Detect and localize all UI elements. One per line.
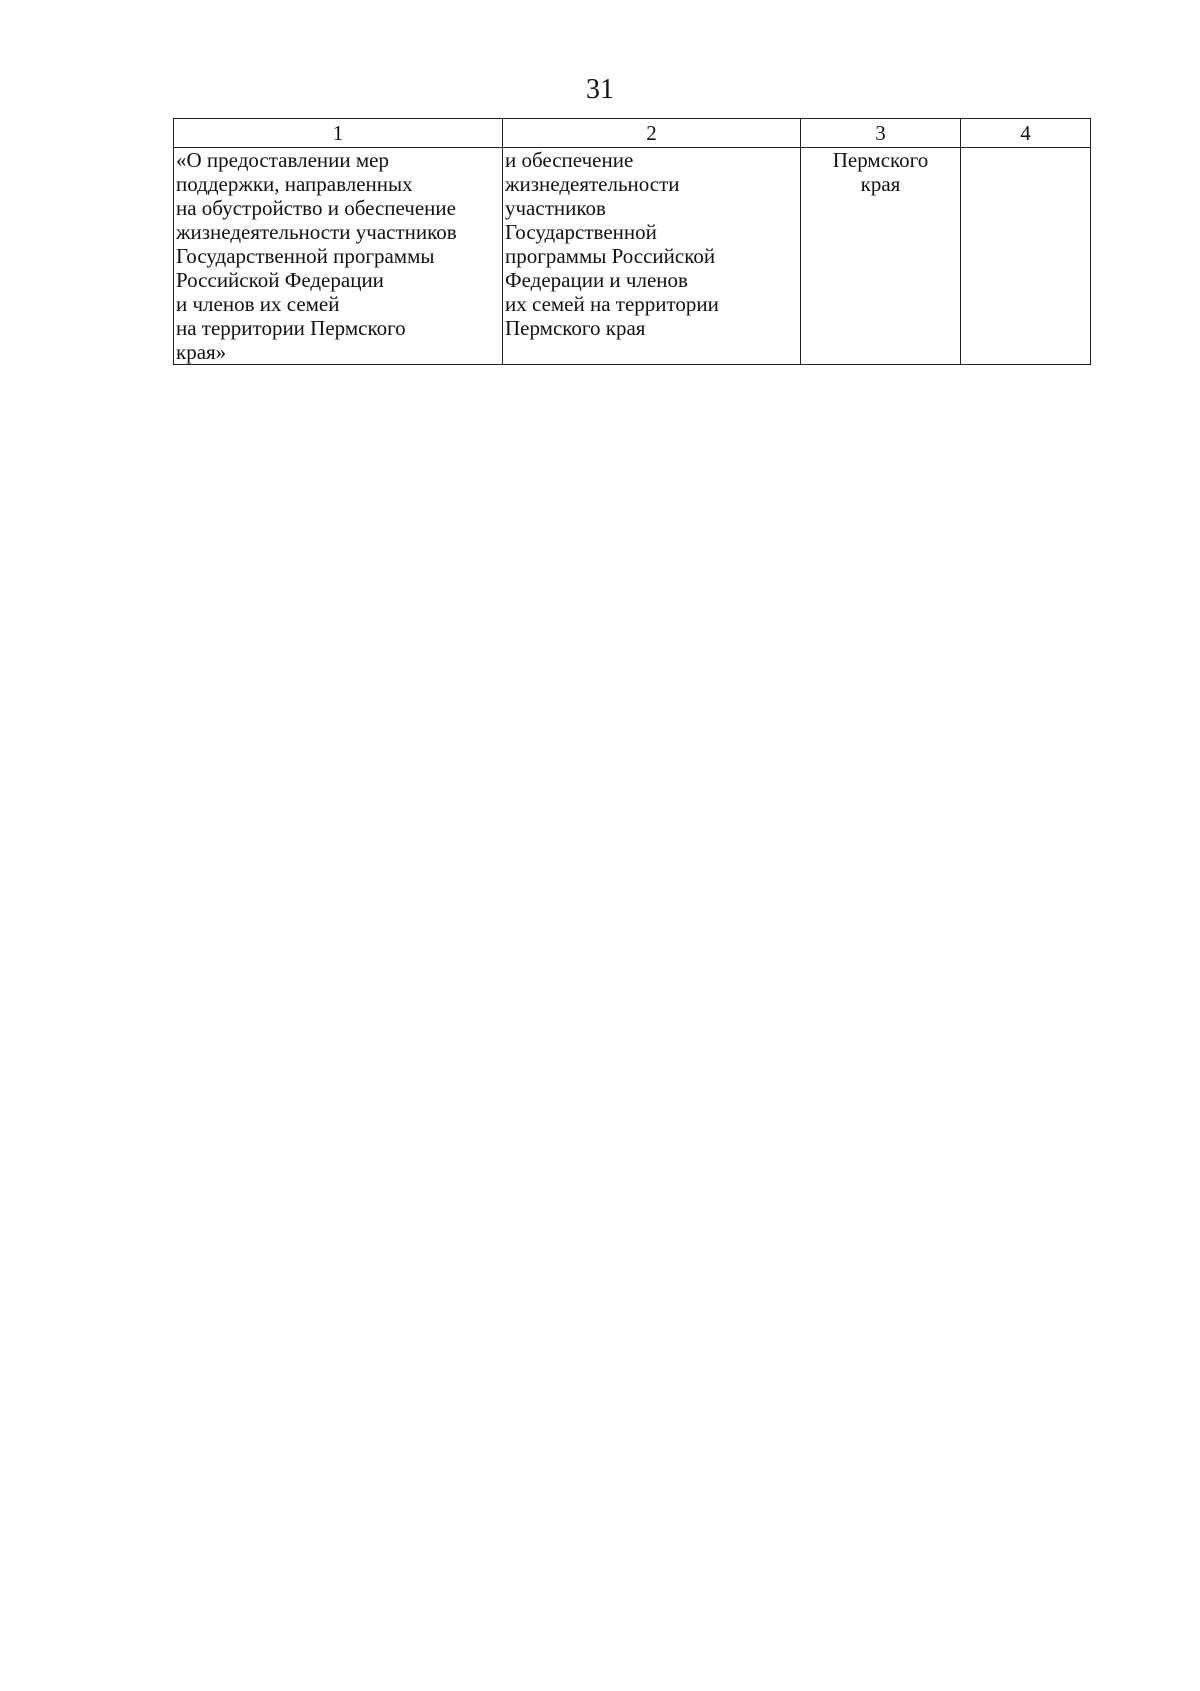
header-cell-2: 2 (503, 119, 801, 148)
cell-line: Государственной (505, 220, 657, 244)
cell-line: края (860, 172, 901, 196)
cell-line: и обеспечение (505, 148, 634, 172)
cell-line: Пермского (832, 148, 929, 172)
cell-line: Федерации и членов (505, 268, 688, 292)
cell-empty (961, 148, 1091, 365)
cell-line: жизнедеятельности (505, 172, 680, 196)
cell-line: Пермского края (505, 316, 646, 340)
header-cell-4: 4 (961, 119, 1091, 148)
cell-line: края» (176, 340, 227, 364)
cell-description (503, 148, 801, 365)
cell-line: на территории Пермского (176, 316, 406, 340)
cell-line: Российской Федерации (176, 268, 384, 292)
cell-line: на обустройство и обеспечение (176, 196, 456, 220)
document-table (173, 118, 1091, 365)
table-row (174, 148, 1091, 365)
cell-line: их семей на территории (505, 292, 719, 316)
page-number: 31 (586, 74, 614, 105)
cell-line: поддержки, направленных (176, 172, 413, 196)
cell-line: программы Российской (505, 244, 716, 268)
cell-line: участников (505, 196, 606, 220)
header-cell-3: 3 (801, 119, 961, 148)
cell-line: «О предоставлении мер (176, 148, 389, 172)
cell-region (801, 148, 961, 365)
cell-line: и членов их семей (176, 292, 340, 316)
cell-line: жизнедеятельности участников (176, 220, 457, 244)
header-cell-1: 1 (174, 119, 503, 148)
table-header-row (174, 119, 1091, 148)
cell-line: Государственной программы (176, 244, 435, 268)
cell-document-title (174, 148, 503, 365)
